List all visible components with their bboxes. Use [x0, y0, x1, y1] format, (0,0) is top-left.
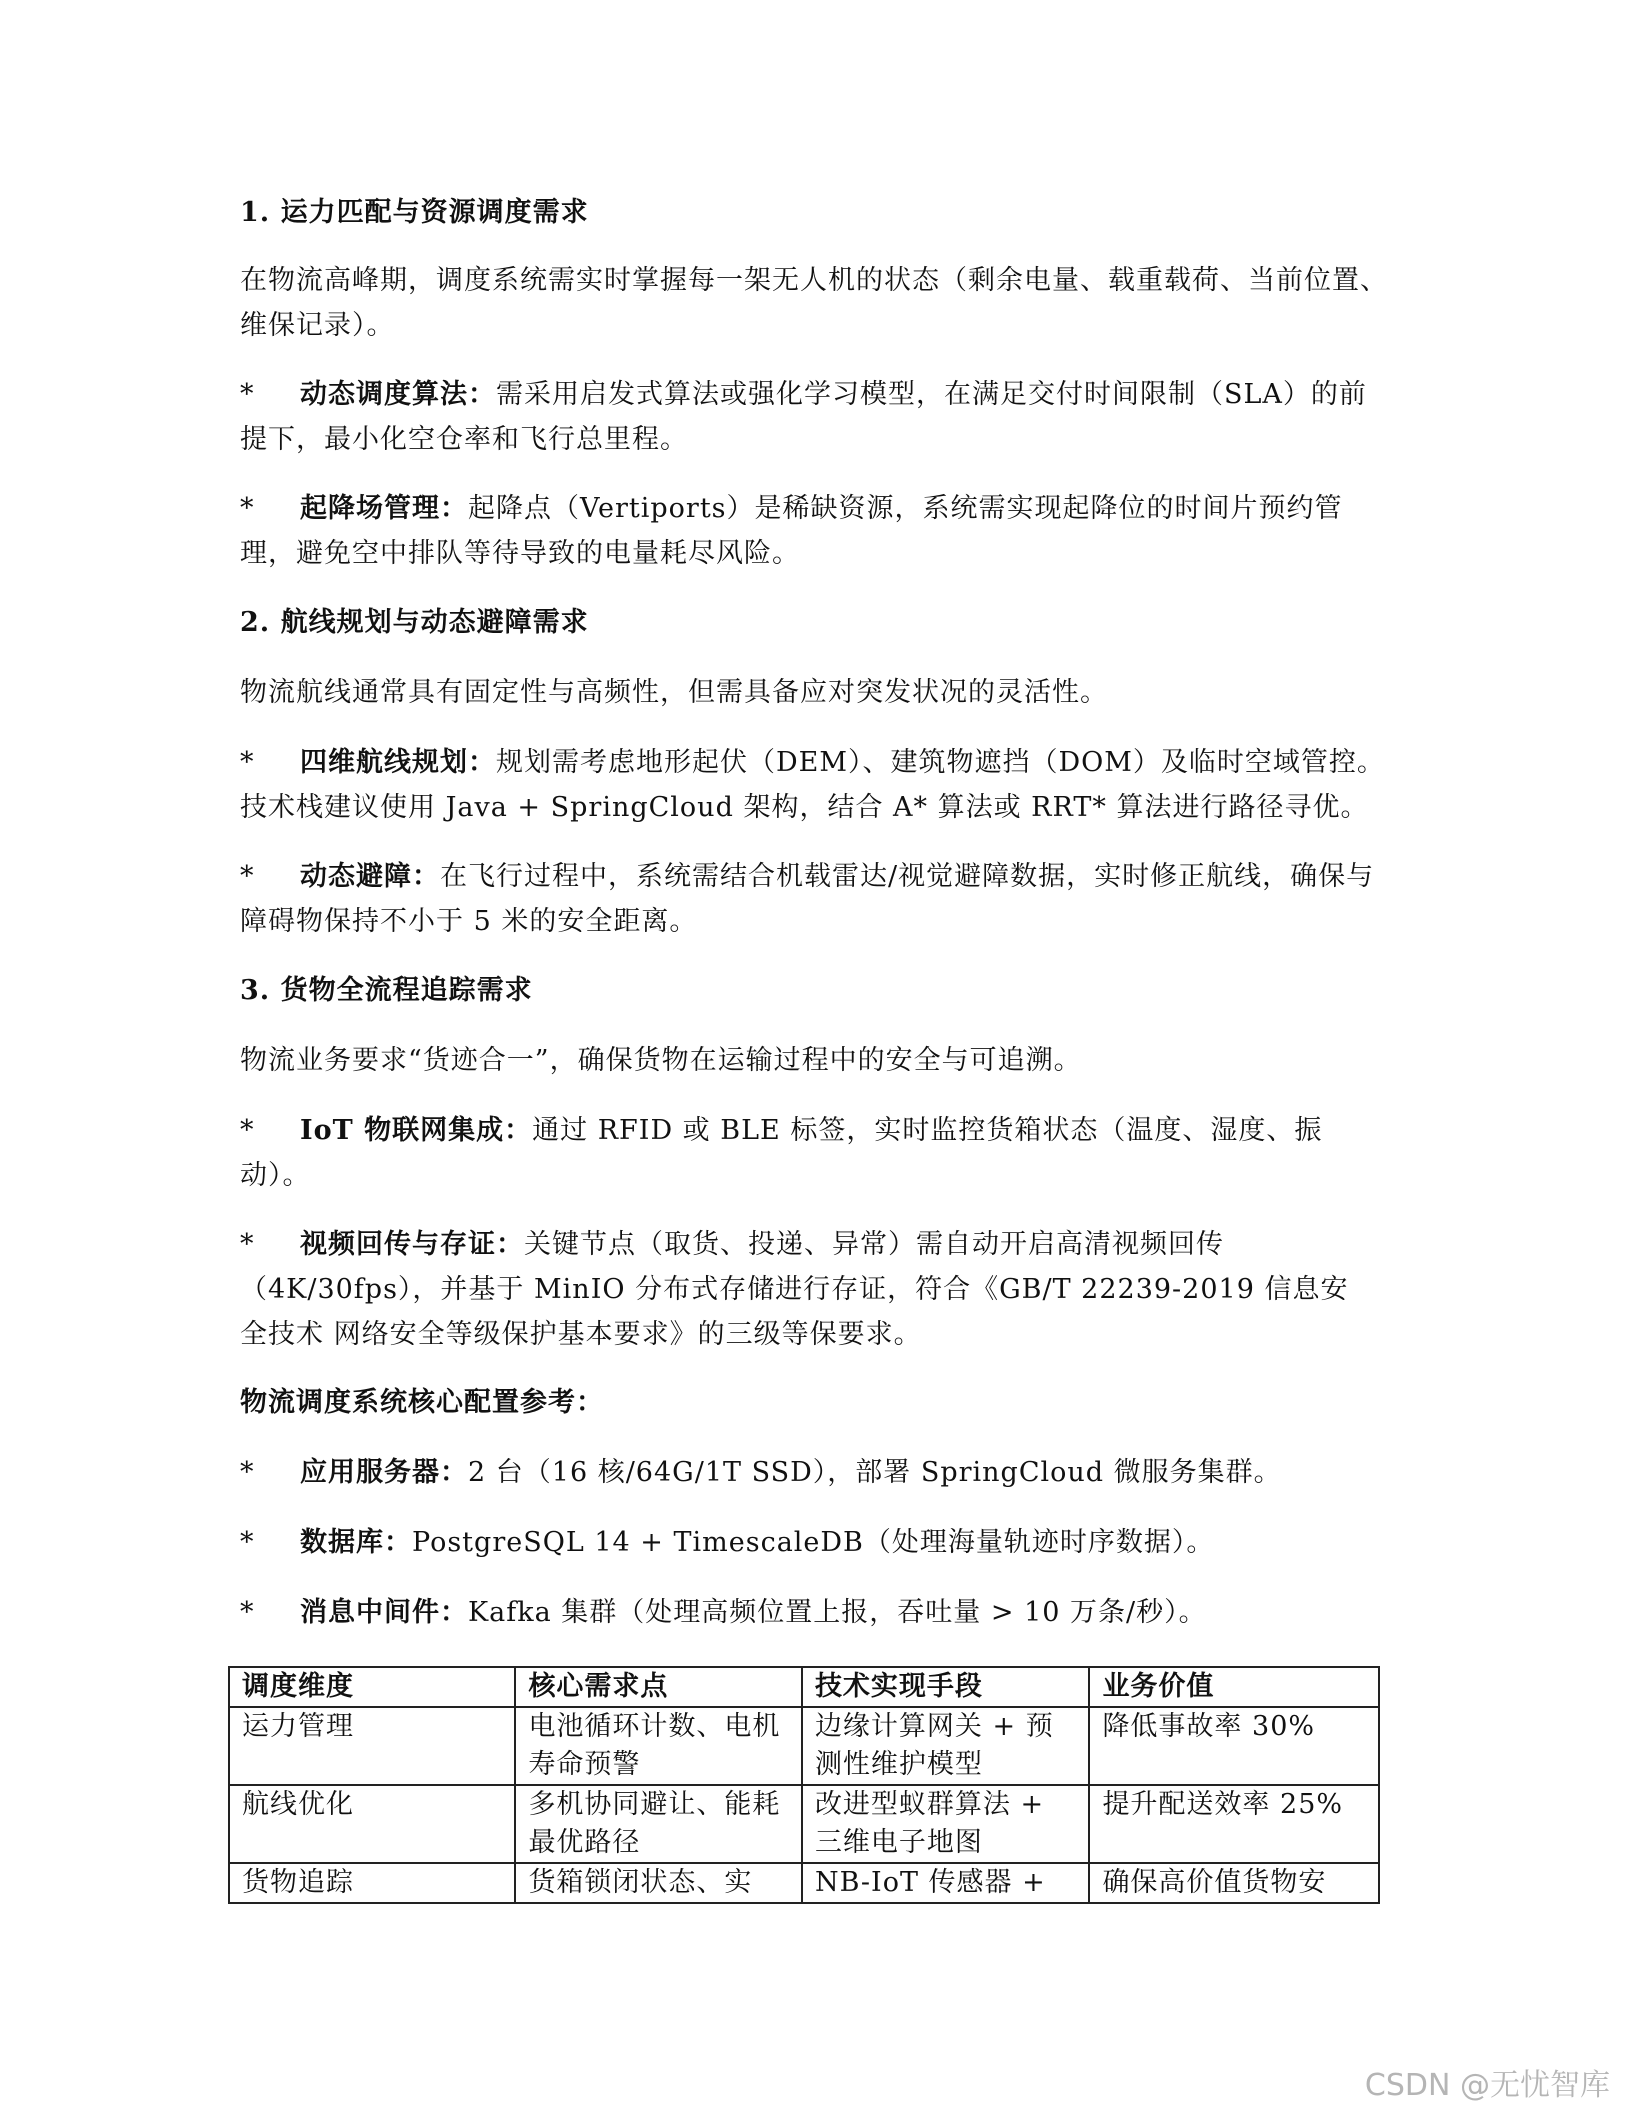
- bullet-marker: *: [240, 861, 255, 892]
- table-cell: 航线优化: [229, 1785, 515, 1863]
- table-row: [229, 1863, 1379, 1903]
- bullet-text: 需采用启发式算法或强化学习模型，在满足交付时间限制（SLA）的前提下，最小化空仓率和飞行总里程。: [240, 379, 1367, 455]
- bullet-text: 在飞行过程中，系统需结合机载雷达/视觉避障数据，实时修正航线，确保与障碍物保持不小于 5 米的安全距离。: [240, 861, 1375, 937]
- section-2-intro: 物流航线通常具有固定性与高频性，但需具备应对突发状况的灵活性。: [240, 677, 1108, 708]
- table-cell: 电池循环计数、电机寿命预警: [515, 1707, 802, 1785]
- bullet-text: Kafka 集群（处理高频位置上报，吞吐量 > 10 万条/秒）。: [468, 1597, 1207, 1628]
- config-item-app-server: [240, 1450, 1390, 1495]
- section-1-heading: 1. 运力匹配与资源调度需求: [240, 197, 589, 228]
- bullet-4d-route-planning: [240, 740, 1390, 830]
- bullet-text: 起降点（Vertiports）是稀缺资源，系统需实现起降位的时间片预约管理，避免空中排队等待导致的电量耗尽风险。: [240, 493, 1343, 569]
- table-row: [229, 1785, 1379, 1863]
- table-header-cell: 技术实现手段: [802, 1667, 1090, 1707]
- bullet-marker: *: [240, 379, 255, 410]
- bullet-text: 2 台（16 核/64G/1T SSD），部署 SpringCloud 微服务集群。: [468, 1457, 1282, 1488]
- section-3-heading: 3. 货物全流程追踪需求: [240, 975, 533, 1006]
- table-cell: 货物追踪: [229, 1863, 515, 1903]
- table-row: [229, 1707, 1379, 1785]
- config-item-database: [240, 1520, 1390, 1565]
- bullet-label: 动态调度算法：: [300, 379, 496, 410]
- bullet-text: 关键节点（取货、投递、异常）需自动开启高清视频回传（4K/30fps），并基于 MinIO 分布式存储进行存证，符合《GB/T 22239-2019 信息安全技术 网络安全等级保护基本要求》的三级等保要求。: [240, 1229, 1349, 1350]
- table-cell: 提升配送效率 25%: [1089, 1785, 1379, 1863]
- bullet-text: PostgreSQL 14 + TimescaleDB（处理海量轨迹时序数据）。: [412, 1527, 1215, 1558]
- bullet-label: 消息中间件：: [300, 1597, 468, 1628]
- bullet-label: 视频回传与存证：: [300, 1229, 524, 1260]
- bullet-marker: *: [240, 493, 255, 524]
- section-3-intro: 物流业务要求“货迹合一”，确保货物在运输过程中的安全与可追溯。: [240, 1045, 1082, 1076]
- bullet-marker: *: [240, 1597, 255, 1628]
- bullet-label: 应用服务器：: [300, 1457, 468, 1488]
- config-item-message-queue: [240, 1590, 1390, 1635]
- bullet-dynamic-scheduling: [240, 372, 1390, 462]
- bullet-label: 四维航线规划：: [300, 747, 496, 778]
- bullet-vertiport-management: [240, 486, 1390, 576]
- table-cell: 降低事故率 30%: [1089, 1707, 1379, 1785]
- table-header-cell: 核心需求点: [515, 1667, 802, 1707]
- table-header-cell: 调度维度: [229, 1667, 515, 1707]
- table-header-row: [229, 1667, 1379, 1707]
- bullet-marker: *: [240, 1527, 255, 1558]
- bullet-video-evidence: [240, 1222, 1350, 1357]
- table-cell: NB-IoT 传感器 +: [802, 1863, 1090, 1903]
- table-cell: 多机协同避让、能耗最优路径: [515, 1785, 802, 1863]
- bullet-label: IoT 物联网集成：: [300, 1115, 533, 1146]
- bullet-text: 规划需考虑地形起伏（DEM）、建筑物遮挡（DOM）及临时空域管控。技术栈建议使用 Java + SpringCloud 架构，结合 A* 算法或 RRT* 算法进行路径寻优。: [240, 747, 1385, 823]
- bullet-label: 起降场管理：: [300, 493, 468, 524]
- table-cell: 改进型蚁群算法 + 三维电子地图: [802, 1785, 1090, 1863]
- table-cell: 货箱锁闭状态、实: [515, 1863, 802, 1903]
- bullet-iot-integration: [240, 1108, 1340, 1198]
- bullet-marker: *: [240, 1229, 255, 1260]
- section-1-intro: 在物流高峰期，调度系统需实时掌握每一架无人机的状态（剩余电量、载重载荷、当前位置、维保记录）。: [240, 265, 1388, 341]
- table-cell: 确保高价值货物安: [1089, 1863, 1379, 1903]
- bullet-text: 通过 RFID 或 BLE 标签，实时监控货箱状态（温度、湿度、振动）。: [240, 1115, 1323, 1191]
- bullet-label: 数据库：: [300, 1527, 412, 1558]
- bullet-label: 动态避障：: [300, 861, 440, 892]
- config-table: [228, 1666, 1380, 1904]
- config-heading: 物流调度系统核心配置参考：: [240, 1387, 604, 1418]
- table-cell: 运力管理: [229, 1707, 515, 1785]
- table-cell: 边缘计算网关 + 预测性维护模型: [802, 1707, 1090, 1785]
- table-header-cell: 业务价值: [1089, 1667, 1379, 1707]
- bullet-marker: *: [240, 747, 255, 778]
- watermark: CSDN @无忧智库: [1364, 2068, 1610, 2103]
- bullet-marker: *: [240, 1457, 255, 1488]
- bullet-dynamic-avoidance: [240, 854, 1390, 944]
- bullet-marker: *: [240, 1115, 255, 1146]
- section-2-heading: 2. 航线规划与动态避障需求: [240, 607, 589, 638]
